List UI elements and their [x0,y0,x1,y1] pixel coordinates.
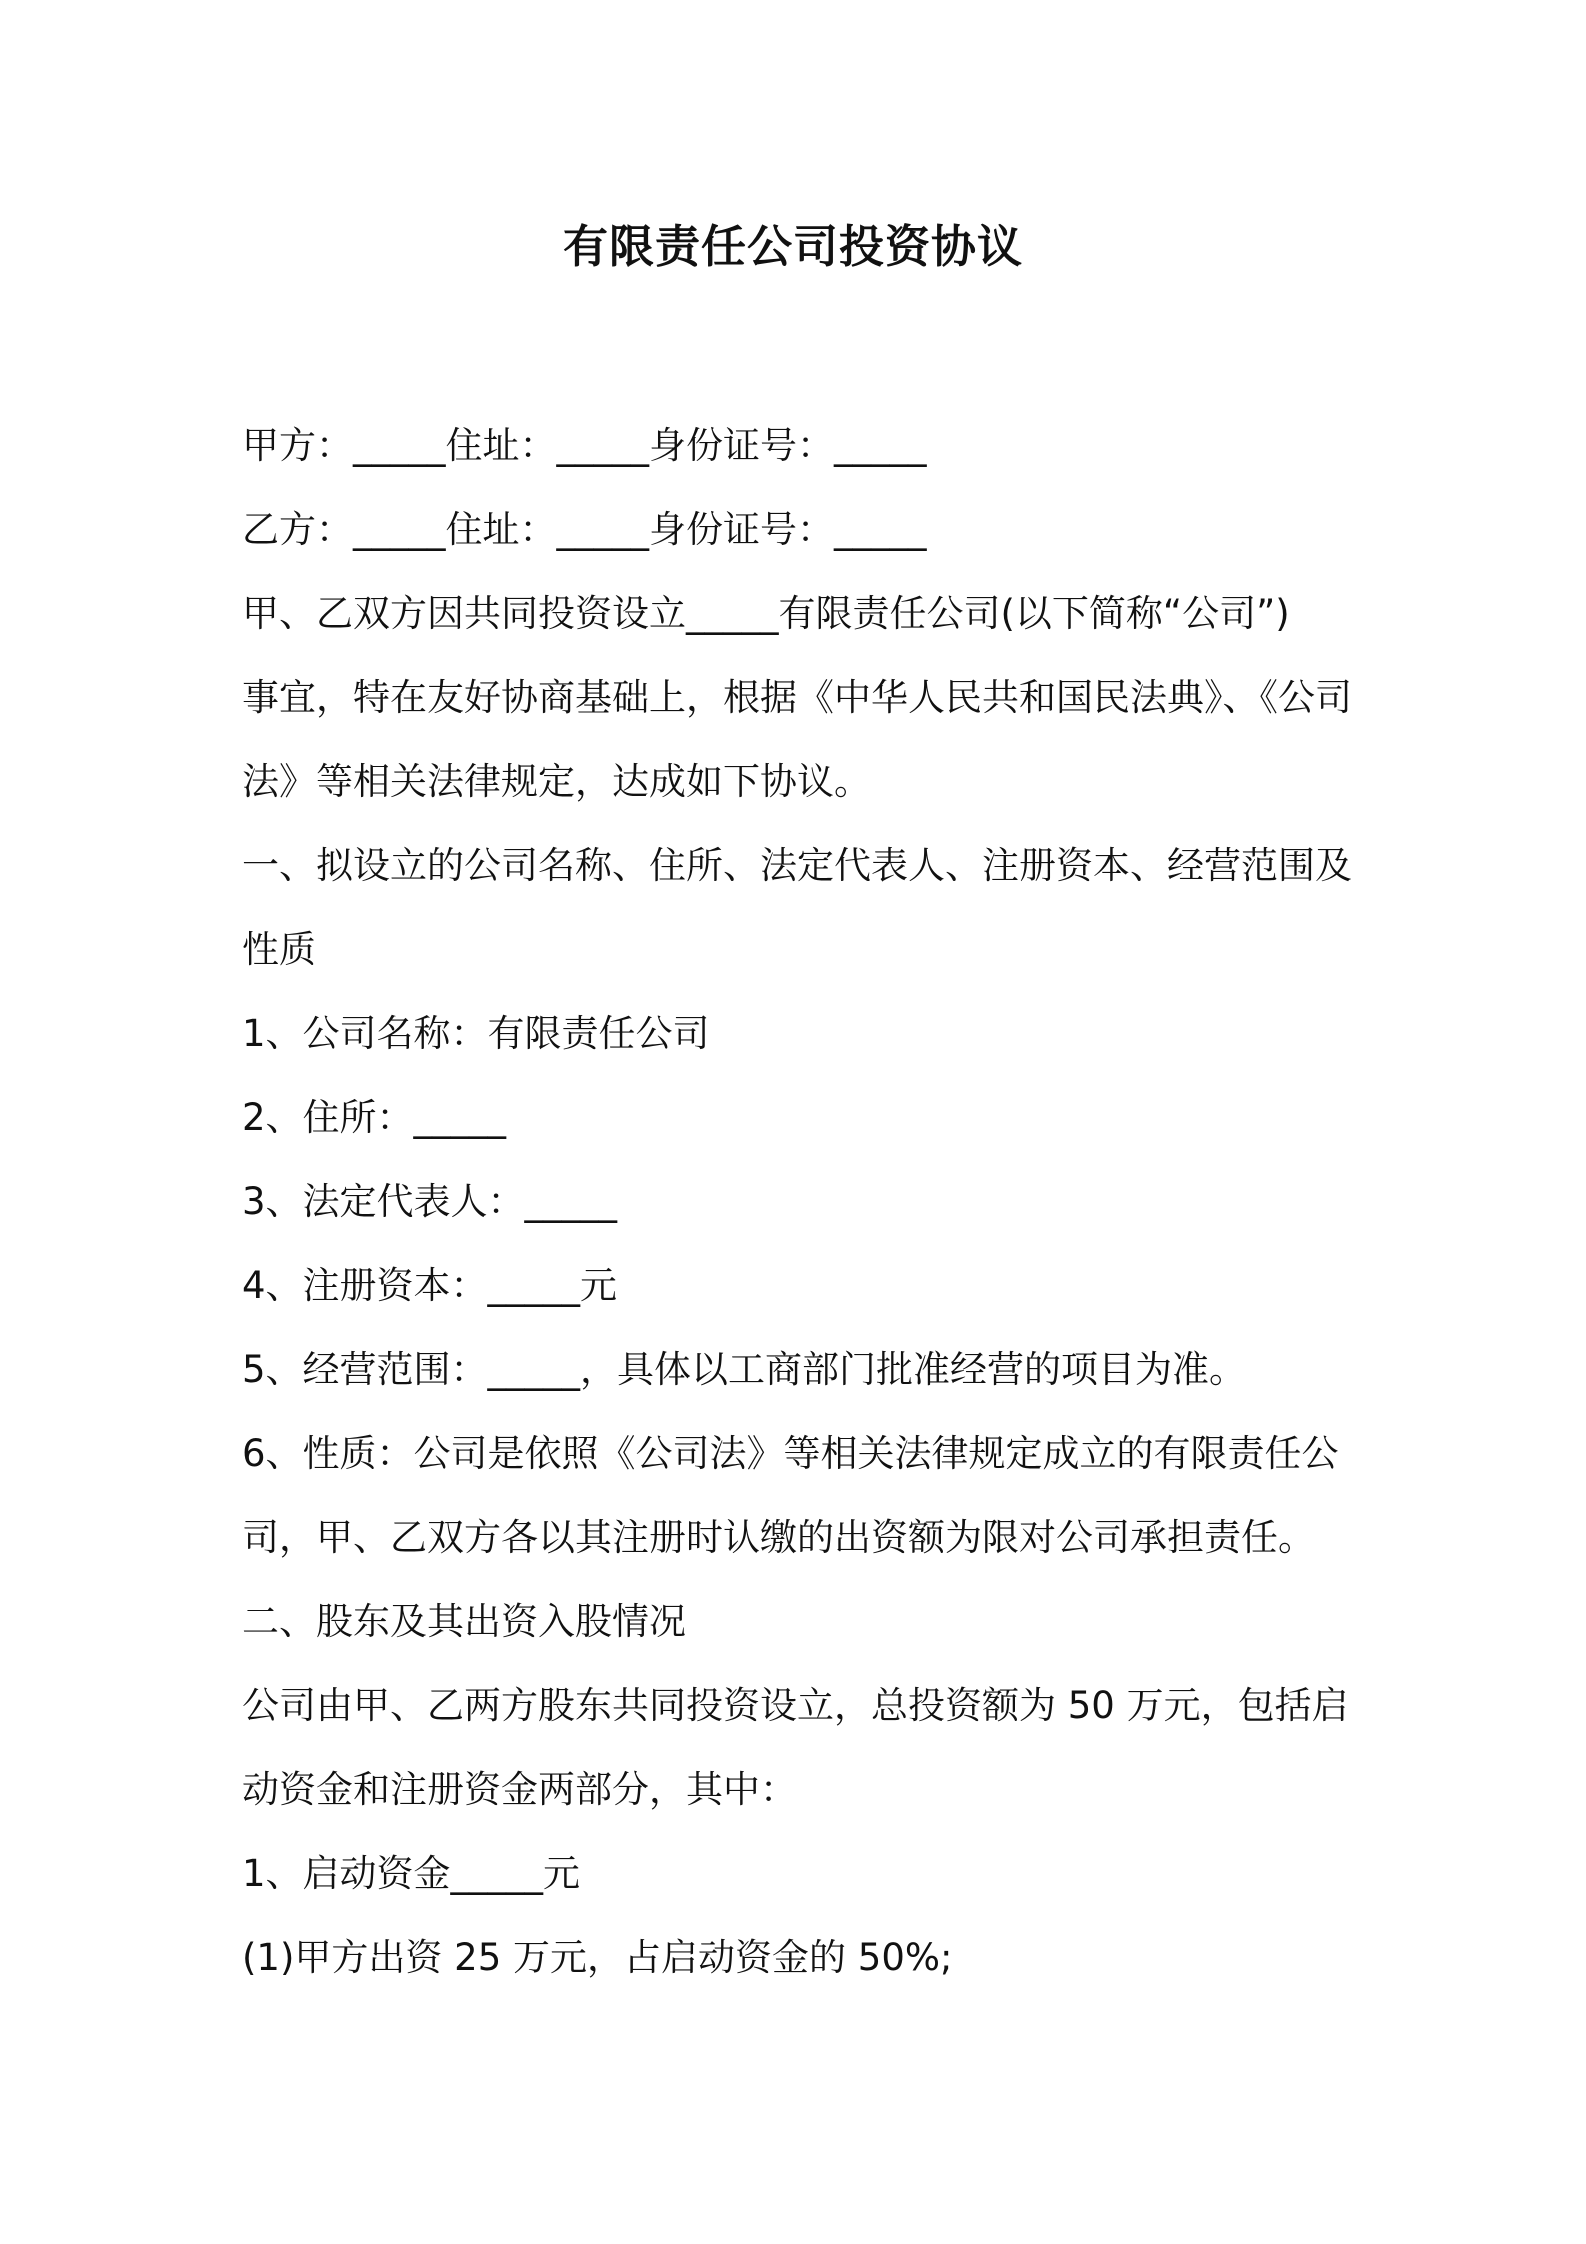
nature-item-line-1: 6、性质：公司是依照《公司法》等相关法律规定成立的有限责任公 [242,1432,1339,1475]
section-2-heading: 二、股东及其出资入股情况 [242,1600,686,1643]
legal-representative-item: 3、法定代表人：_____ [242,1180,618,1223]
investment-paragraph-line-1: 公司由甲、乙两方股东共同投资设立，总投资额为 50 万元，包括启 [242,1684,1349,1727]
registered-capital-item: 4、注册资本：_____元 [242,1264,618,1307]
preamble-line-3: 法》等相关法律规定，达成如下协议。 [242,760,871,803]
address-item: 2、住所：_____ [242,1096,507,1139]
business-scope-item: 5、经营范围：_____，具体以工商部门批准经营的项目为准。 [242,1348,1247,1391]
document-body [242,404,1362,2000]
company-name-item: 1、公司名称：有限责任公司 [242,1012,710,1055]
section-1-heading-line-1: 一、拟设立的公司名称、住所、法定代表人、注册资本、经营范围及 [242,844,1352,887]
startup-capital-item: 1、启动资金_____元 [242,1852,581,1895]
preamble-line-1: 甲、乙双方因共同投资设立_____有限责任公司(以下简称“公司”) [242,592,1290,635]
section-1-heading-line-2: 性质 [242,928,316,971]
party-a-contribution-item: (1)甲方出资 25 万元，占启动资金的 50%; [242,1936,953,1979]
nature-item-line-2: 司，甲、乙双方各以其注册时认缴的出资额为限对公司承担责任。 [242,1516,1315,1559]
investment-paragraph-line-2: 动资金和注册资金两部分，其中： [242,1768,797,1811]
document-title: 有限责任公司投资协议 [562,220,1023,273]
party-a-line: 甲方：_____住址：_____身份证号：_____ [242,424,927,467]
party-b-line: 乙方：_____住址：_____身份证号：_____ [242,508,927,551]
preamble-line-2: 事宜，特在友好协商基础上，根据《中华人民共和国民法典》、《公司 [242,676,1352,719]
